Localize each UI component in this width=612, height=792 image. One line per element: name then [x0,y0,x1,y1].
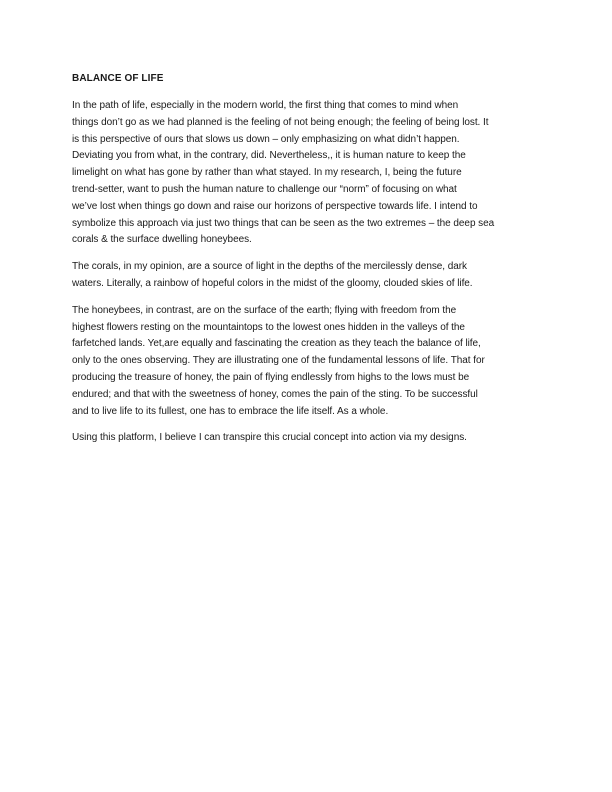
paragraph-line: is this perspective of ours that slows us down – only emphasizing on what didn’t happen. [72,133,460,145]
paragraph-line: farfetched lands. Yet,are equally and fascinating the creation as they teach the balance of life, [72,338,481,350]
paragraph-honeybees [72,303,542,421]
paragraph-intro [72,98,542,249]
paragraph-line: symbolize this approach via just two things that can be seen as the two extremes – the deep sea [72,217,495,229]
paragraph-line: Using this platform, I believe I can transpire this crucial concept into action via my designs. [72,432,467,444]
paragraph-line: The honeybees, in contrast, are on the surface of the earth; flying with freedom from the [72,304,457,316]
paragraph-line: The corals, in my opinion, are a source of light in the depths of the mercilessly dense, dark [72,261,467,273]
paragraph-line: corals & the surface dwelling honeybees. [72,234,252,246]
document-title: BALANCE OF LIFE [72,73,164,84]
paragraph-line: only to the ones observing. They are illustrating one of the fundamental lessons of life. That for [72,355,485,367]
paragraph-corals [72,259,542,293]
paragraph-line: endured; and that with the sweetness of honey, comes the pain of the sting. To be successful [72,388,478,400]
paragraph-line: limelight on what has gone by rather than what stayed. In my research, I, being the future [72,167,462,179]
paragraph-line: trend-setter, want to push the human nature to challenge our “norm” of focusing on what [72,183,457,195]
paragraph-line: and to live life to its fullest, one has to embrace the life itself. As a whole. [72,405,389,417]
paragraph-line: we’ve lost when things go down and raise our horizons of perspective towards life. I intend to [72,200,478,212]
paragraph-closing [72,430,542,447]
paragraph-line: things don’t go as we had planned is the feeling of not being enough; the feeling of being lost. It [72,116,489,128]
paragraph-line: Deviating you from what, in the contrary, did. Nevertheless,, it is human nature to keep the [72,150,466,162]
paragraph-line: In the path of life, especially in the modern world, the first thing that comes to mind when [72,100,459,111]
paragraph-line: highest flowers resting on the mountaintops to the lowest ones hidden in the valleys of the [72,321,465,333]
paragraph-line: producing the treasure of honey, the pain of flying endlessly from highs to the lows must be [72,371,470,383]
paragraph-line: waters. Literally, a rainbow of hopeful colors in the midst of the gloomy, clouded skies of life. [72,277,473,289]
